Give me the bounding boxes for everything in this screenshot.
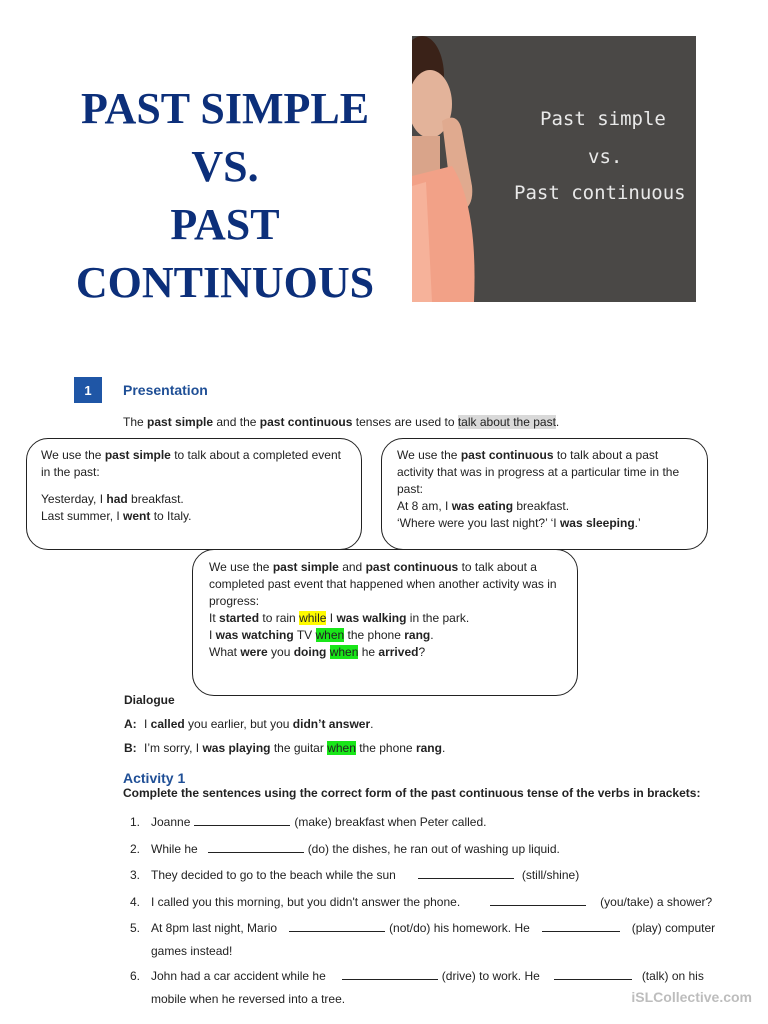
highlighted-phrase: talk about the past (457, 415, 556, 429)
photo-caption-1: Past simple (540, 108, 666, 130)
example-2: I was watching TV when the phone rang. (209, 628, 434, 642)
example-1: It started to rain while I was walking in the park. (209, 611, 470, 625)
past-continuous-rule-box (381, 438, 708, 550)
combined-rule-box (192, 549, 578, 696)
rule-text: We use the past simple to talk about a completed event in the past: (41, 448, 341, 479)
example-2: Last summer, I went to Italy. (41, 509, 192, 523)
header-photo (412, 36, 696, 302)
highlight-when: when (327, 741, 356, 755)
title-line-1: PAST SIMPLE (80, 84, 370, 133)
photo-caption-2: vs. (588, 146, 623, 168)
answer-blank[interactable] (342, 967, 438, 980)
highlight-when: when (315, 628, 345, 642)
answer-blank[interactable] (289, 919, 385, 932)
title-line-3: PAST (170, 200, 280, 249)
photo-caption-3: Past continuous (514, 182, 686, 204)
woman-illustration (412, 36, 696, 302)
example-3: What were you doing when he arrived? (209, 645, 426, 659)
title-line-4: CONTINUOUS (75, 258, 375, 307)
title-line-2: VS. (191, 142, 259, 191)
example-1: Yesterday, I had breakfast. (41, 492, 184, 506)
section-number-badge: 1 (74, 377, 102, 403)
answer-blank[interactable] (542, 919, 620, 932)
dialogue-line-a: A: I called you earlier, but you didn’t answer. (124, 717, 374, 731)
answer-blank[interactable] (418, 866, 514, 879)
dialogue-line-b: B: I’m sorry, I was playing the guitar when the phone rang. (124, 741, 446, 755)
activity-heading: Activity 1 (123, 770, 186, 786)
dialogue-heading: Dialogue (124, 693, 175, 707)
rule-text: We use the past simple and past continuous to talk about a completed past event that happened when another activity was in progress: (209, 560, 557, 608)
past-simple-rule-box (26, 438, 362, 550)
section-heading: Presentation (123, 382, 208, 398)
answer-blank[interactable] (194, 813, 290, 826)
highlight-when: when (329, 645, 359, 659)
rule-text: We use the past continuous to talk about a past activity that was in progress at a particular time in the past: (397, 448, 680, 496)
speaker-b: B: (124, 741, 137, 755)
example-2: ‘Where were you last night?’ ‘I was sleeping.’ (397, 516, 641, 530)
watermark: iSLCollective.com (631, 989, 752, 1005)
answer-blank[interactable] (208, 840, 304, 853)
activity-instruction: Complete the sentences using the correct form of the past continuous tense of the verbs in brackets: (123, 786, 701, 800)
example-1: At 8 am, I was eating breakfast. (397, 499, 570, 513)
intro-sentence: The past simple and the past continuous tenses are used to talk about the past. (123, 415, 560, 429)
highlight-while: while (299, 611, 327, 625)
speaker-a: A: (124, 717, 137, 731)
answer-blank[interactable] (490, 893, 586, 906)
answer-blank[interactable] (554, 967, 632, 980)
